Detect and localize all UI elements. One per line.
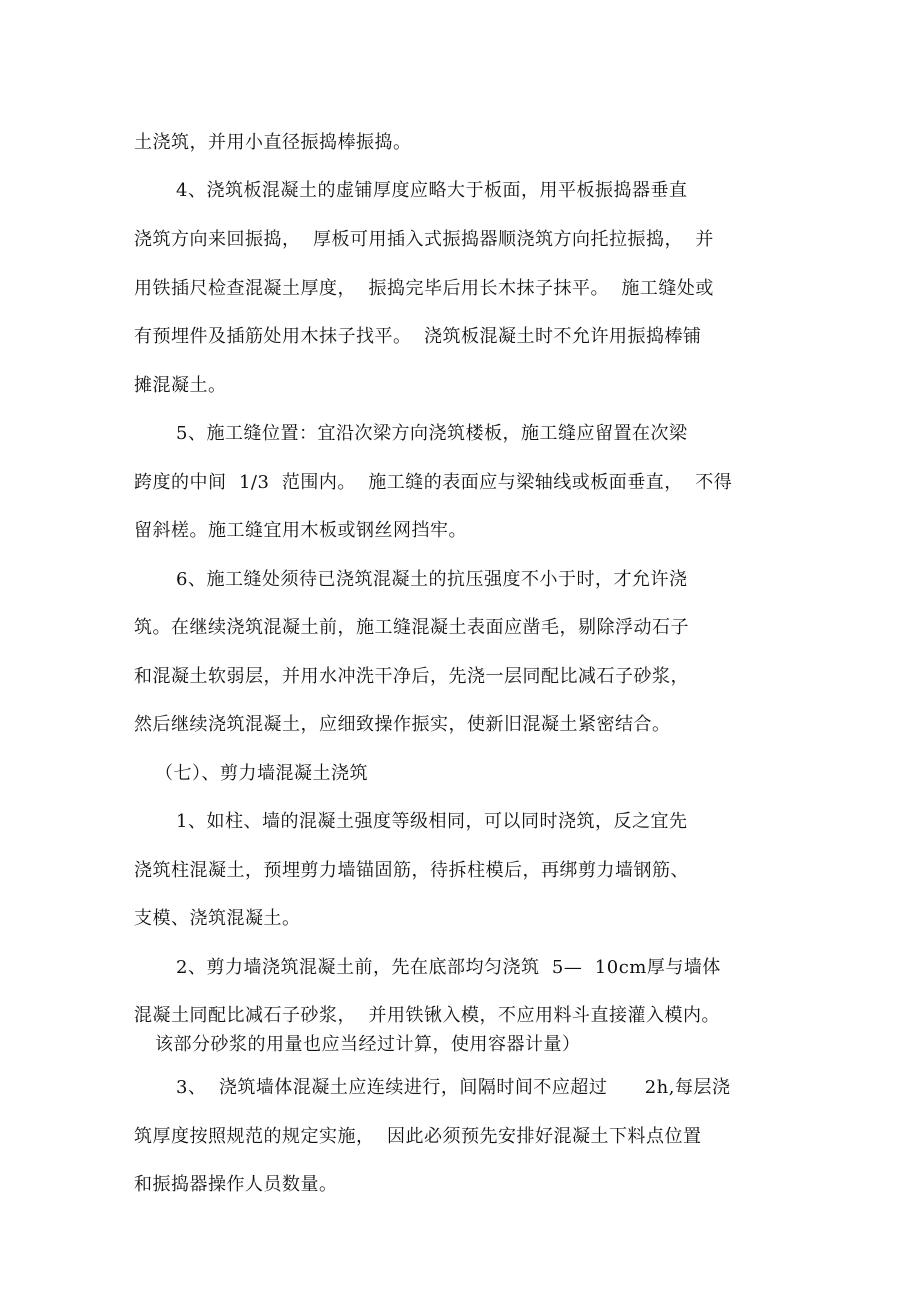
paragraph-4-start: 4、浇筑板混凝土的虚铺厚度应略大于板面，用平板振捣器垂直 <box>176 180 688 201</box>
text-line: 跨度的中间 1/3 范围内。 施工缝的表面应与梁轴线或板面垂直， 不得 <box>134 472 733 493</box>
text-line: 用铁插尺检查混凝土厚度， 振捣完毕后用长木抹子抹平。 施工缝处或 <box>134 278 714 299</box>
text-line: 该部分砂浆的用量也应当经过计算，使用容器计量） <box>155 1034 581 1055</box>
text-line: 有预埋件及插筋处用木抹子找平。 浇筑板混凝土时不允许用振捣棒铺 <box>134 326 702 347</box>
paragraph-5-start: 5、施工缝位置：宜沿次梁方向浇筑楼板，施工缝应留置在次梁 <box>176 423 688 444</box>
section-heading: （七）、剪力墙混凝土浇筑 <box>155 763 368 784</box>
text-line: 混凝土同配比减石子砂浆， 并用铁锹入模，不应用料斗直接灌入模内。 <box>134 1005 720 1026</box>
text-line: 浇筑柱混凝土，预埋剪力墙锚固筋，待拆柱模后，再绑剪力墙钢筋、 <box>134 860 689 881</box>
text-line: 和振捣器操作人员数量。 <box>134 1174 338 1195</box>
text-line: 筑厚度按照规范的规定实施， 因此必须预先安排好混凝土下料点位置 <box>134 1126 702 1147</box>
text-line: 浇筑方向来回振捣， 厚板可用插入式振捣器顺浇筑方向托拉振捣， 并 <box>134 229 714 250</box>
text-line: 和混凝土软弱层，并用水冲洗干净后，先浇一层同配比减石子砂浆， <box>134 666 689 687</box>
paragraph-3-start: 3、 浇筑墙体混凝土应连续进行，间隔时间不应超过 2h,每层浇 <box>176 1077 731 1098</box>
text-line: 土浇筑，并用小直径振捣棒振捣。 <box>134 132 412 153</box>
text-line: 留斜槎。施工缝宜用木板或钢丝网挡牢。 <box>134 520 467 541</box>
paragraph-6-start: 6、施工缝处须待已浇筑混凝土的抗压强度不小于时，才允许浇 <box>176 569 688 590</box>
text-line: 摊混凝土。 <box>134 375 227 396</box>
text-line: 筑。在继续浇筑混凝土前，施工缝混凝土表面应凿毛，剔除浮动石子 <box>134 617 689 638</box>
paragraph-1-start: 1、如柱、墙的混凝土强度等级相同，可以同时浇筑，反之宜先 <box>176 811 688 832</box>
text-line: 支模、浇筑混凝土。 <box>134 908 301 929</box>
paragraph-2-start: 2、剪力墙浇筑混凝土前，先在底部均匀浇筑 5— 10cm厚与墙体 <box>176 957 721 978</box>
text-line: 然后继续浇筑混凝土，应细致操作振实，使新旧混凝土紧密结合。 <box>134 714 671 735</box>
